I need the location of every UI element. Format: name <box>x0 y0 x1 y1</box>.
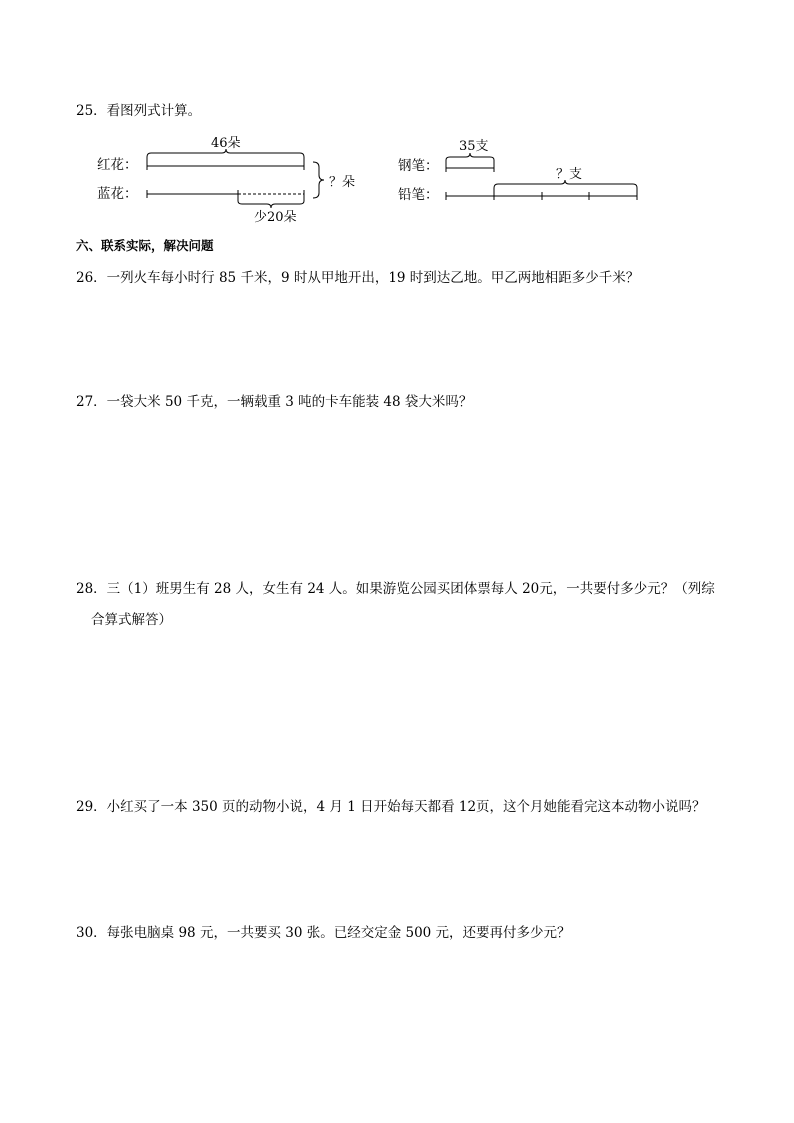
red-flower-value: 46朵 <box>211 136 241 151</box>
question-26: 26．一列火车每小时行 85 千米，9 时从甲地开出，19 时到达乙地。甲乙两地相距多少千米？ <box>76 270 640 286</box>
blue-flower-difference: 少20朵 <box>254 210 297 225</box>
blue-flower-label: 蓝花： <box>97 186 138 202</box>
pencil-label: 铅笔： <box>398 187 439 203</box>
pencil-question: ？支 <box>556 167 583 182</box>
difference-brace <box>238 198 304 208</box>
question-25: 25．看图列式计算。 <box>76 103 202 119</box>
question-29: 29．小红买了一本 350 页的动物小说，4 月 1 日开始每天都看 12页，这个月她能看完这本动物小说吗？ <box>76 799 706 815</box>
total-brace <box>313 162 324 198</box>
question-30: 30．每张电脑桌 98 元，一共要买 30 张。已经交定金 500 元，还要再付多少元？ <box>76 925 571 941</box>
question-28-line-2: 合算式解答） <box>91 612 172 628</box>
red-flower-label: 红花： <box>97 157 138 173</box>
section-title: 六、联系实际，解决问题 <box>76 238 214 253</box>
pen-label: 钢笔： <box>398 158 439 174</box>
red-flower-brace <box>147 149 304 162</box>
pen-value: 35支 <box>459 139 489 154</box>
question-27: 27．一袋大米 50 千克，一辆载重 3 吨的卡车能装 48 袋大米吗？ <box>76 394 473 410</box>
pencil-brace <box>494 180 637 192</box>
pen-brace <box>446 153 494 164</box>
question-28-line-1: 28．三（1）班男生有 28 人，女生有 24 人。如果游览公园买团体票每人 20元，一共要付多少元？（列综 <box>76 581 715 597</box>
flower-diagram <box>147 149 324 208</box>
flower-total-question: ？朵 <box>329 175 356 190</box>
pen-diagram <box>446 153 637 200</box>
